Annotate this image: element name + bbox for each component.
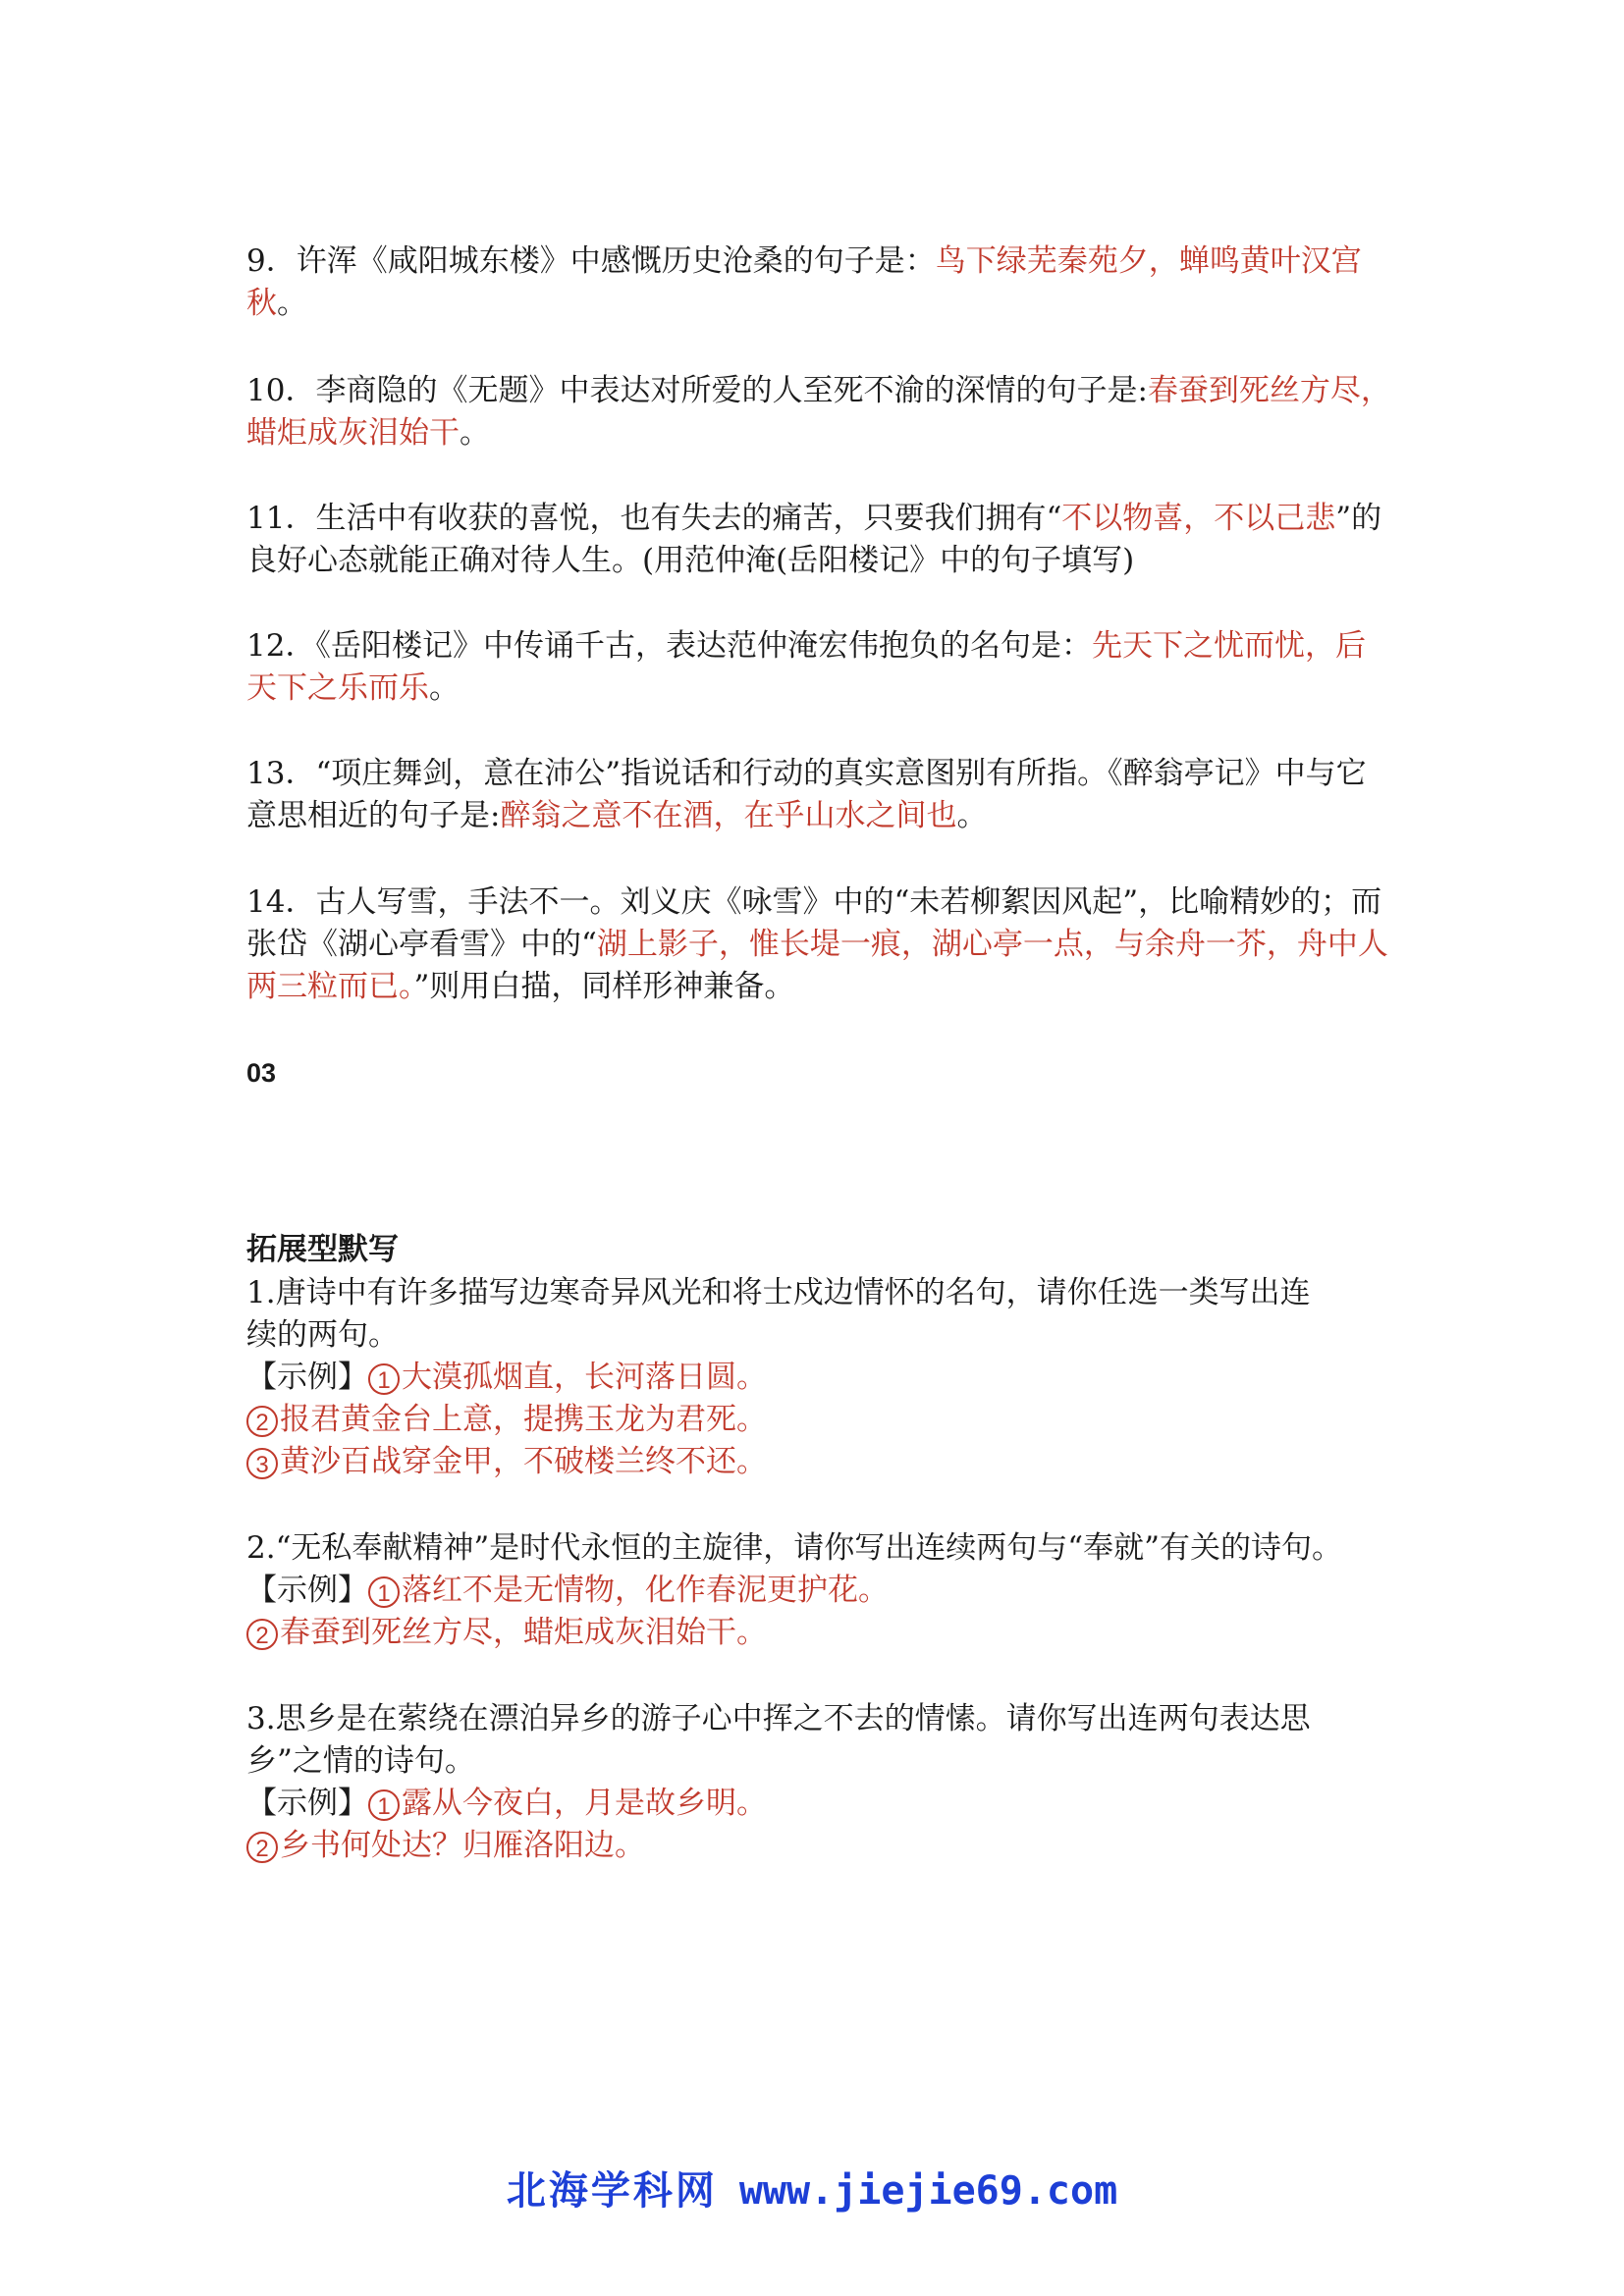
site-name: 北海学科网 bbox=[506, 2168, 718, 2214]
example-line bbox=[246, 1570, 1395, 1612]
answer-text: 先天下之忧而忧，后天下之乐而乐 bbox=[246, 628, 1366, 706]
extension-question-3 bbox=[246, 1698, 1395, 1867]
example-line bbox=[246, 1357, 1395, 1399]
question-11 bbox=[246, 498, 1395, 582]
circled-number: 1 bbox=[368, 1789, 400, 1821]
question-ending: ”则用白描，同样形神兼备。 bbox=[413, 969, 795, 1004]
question-ending: ”的良好心态就能正确对待人生。(用范仲淹(岳阳楼记》中的句子填写) bbox=[246, 501, 1382, 578]
question-text: 12．《岳阳楼记》中传诵千古，表达范仲淹宏伟抱负的名句是： bbox=[246, 628, 1092, 664]
example-line bbox=[246, 1399, 1395, 1441]
example-answer: 大漠孤烟直，长河落日圆。 bbox=[402, 1360, 767, 1395]
question-line: 乡”之情的诗句。 bbox=[246, 1743, 475, 1779]
question-line: 3.思乡是在萦绕在漂泊异乡的游子心中挥之不去的情愫。请你写出连两句表达思 bbox=[246, 1701, 1311, 1736]
example-answer: 报君黄金台上意，提携玉龙为君死。 bbox=[280, 1402, 767, 1437]
example-label: 【示例】 bbox=[246, 1573, 368, 1608]
question-text: 13．“项庄舞剑，意在沛公”指说话和行动的真实意图别有所指。《醉翁亭记》中与它意思相近的句子是: bbox=[246, 756, 1367, 833]
section-number: 03 bbox=[246, 1058, 277, 1088]
circled-number: 2 bbox=[246, 1619, 278, 1650]
question-10 bbox=[246, 370, 1395, 454]
question-text: 9．许浑《咸阳城东楼》中感慨历史沧桑的句子是： bbox=[246, 243, 936, 279]
answer-text: 鸟下绿芜秦苑夕，蝉鸣黄叶汉宫秋 bbox=[246, 243, 1362, 321]
answer-text: 春蚕到死丝方尽，蜡炬成灰泪始干 bbox=[246, 373, 1391, 451]
example-line bbox=[246, 1825, 1395, 1867]
example-answer: 春蚕到死丝方尽，蜡炬成灰泪始干。 bbox=[280, 1615, 767, 1650]
site-url[interactable]: www.jiejie69.com bbox=[738, 2168, 1118, 2214]
answer-text: 不以物喜，不以己悲 bbox=[1061, 501, 1336, 536]
footer-watermark bbox=[0, 2160, 1624, 2216]
extension-question-1 bbox=[246, 1272, 1395, 1483]
question-13 bbox=[246, 753, 1395, 837]
question-ending: 。 bbox=[956, 798, 988, 833]
question-ending: 。 bbox=[460, 415, 490, 451]
question-line: 1.唐诗中有许多描写边寒奇异风光和将士戍边情怀的名句，请你任选一类写出连 bbox=[246, 1275, 1311, 1310]
question-9 bbox=[246, 240, 1395, 325]
example-line bbox=[246, 1783, 1395, 1825]
example-line bbox=[246, 1441, 1395, 1483]
example-answer: 黄沙百战穿金甲，不破楼兰终不还。 bbox=[280, 1444, 767, 1479]
example-answer: 落红不是无情物，化作春泥更护花。 bbox=[402, 1573, 889, 1608]
answer-text: 湖上影子，惟长堤一痕，湖心亭一点，与余舟一芥，舟中人两三粒而已。 bbox=[246, 927, 1388, 1004]
question-text: 10．李商隐的《无题》中表达对所爱的人至死不渝的深情的句子是: bbox=[246, 373, 1148, 408]
answer-text: 醉翁之意不在酒，在乎山水之间也 bbox=[500, 798, 957, 833]
example-line bbox=[246, 1612, 1395, 1654]
section-title: 拓展型默写 bbox=[246, 1232, 399, 1267]
circled-number: 2 bbox=[246, 1832, 278, 1863]
question-text: 11．生活中有收获的喜悦，也有失去的痛苦，只要我们拥有“ bbox=[246, 501, 1062, 536]
question-14 bbox=[246, 881, 1395, 1008]
example-label: 【示例】 bbox=[246, 1786, 368, 1821]
example-answer: 露从今夜白，月是故乡明。 bbox=[402, 1786, 767, 1821]
question-12 bbox=[246, 625, 1395, 710]
circled-number: 1 bbox=[368, 1576, 400, 1608]
question-text: 14．古人写雪，手法不一。刘义庆《咏雪》中的“未若柳絮因风起”，比喻精妙的；而张岱《湖心亭看雪》中的“ bbox=[246, 884, 1382, 962]
circled-number: 1 bbox=[368, 1363, 400, 1395]
example-label: 【示例】 bbox=[246, 1360, 368, 1395]
question-ending: 。 bbox=[429, 670, 460, 706]
question-ending: 。 bbox=[277, 286, 307, 321]
circled-number: 2 bbox=[246, 1406, 278, 1437]
question-line: 续的两句。 bbox=[246, 1317, 399, 1353]
extension-question-2 bbox=[246, 1527, 1395, 1654]
circled-number: 3 bbox=[246, 1448, 278, 1479]
question-line: 2.“无私奉献精神”是时代永恒的主旋律，请你写出连续两句与“奉就”有关的诗句。 bbox=[246, 1530, 1342, 1566]
example-answer: 乡书何处达？归雁洛阳边。 bbox=[280, 1828, 645, 1863]
